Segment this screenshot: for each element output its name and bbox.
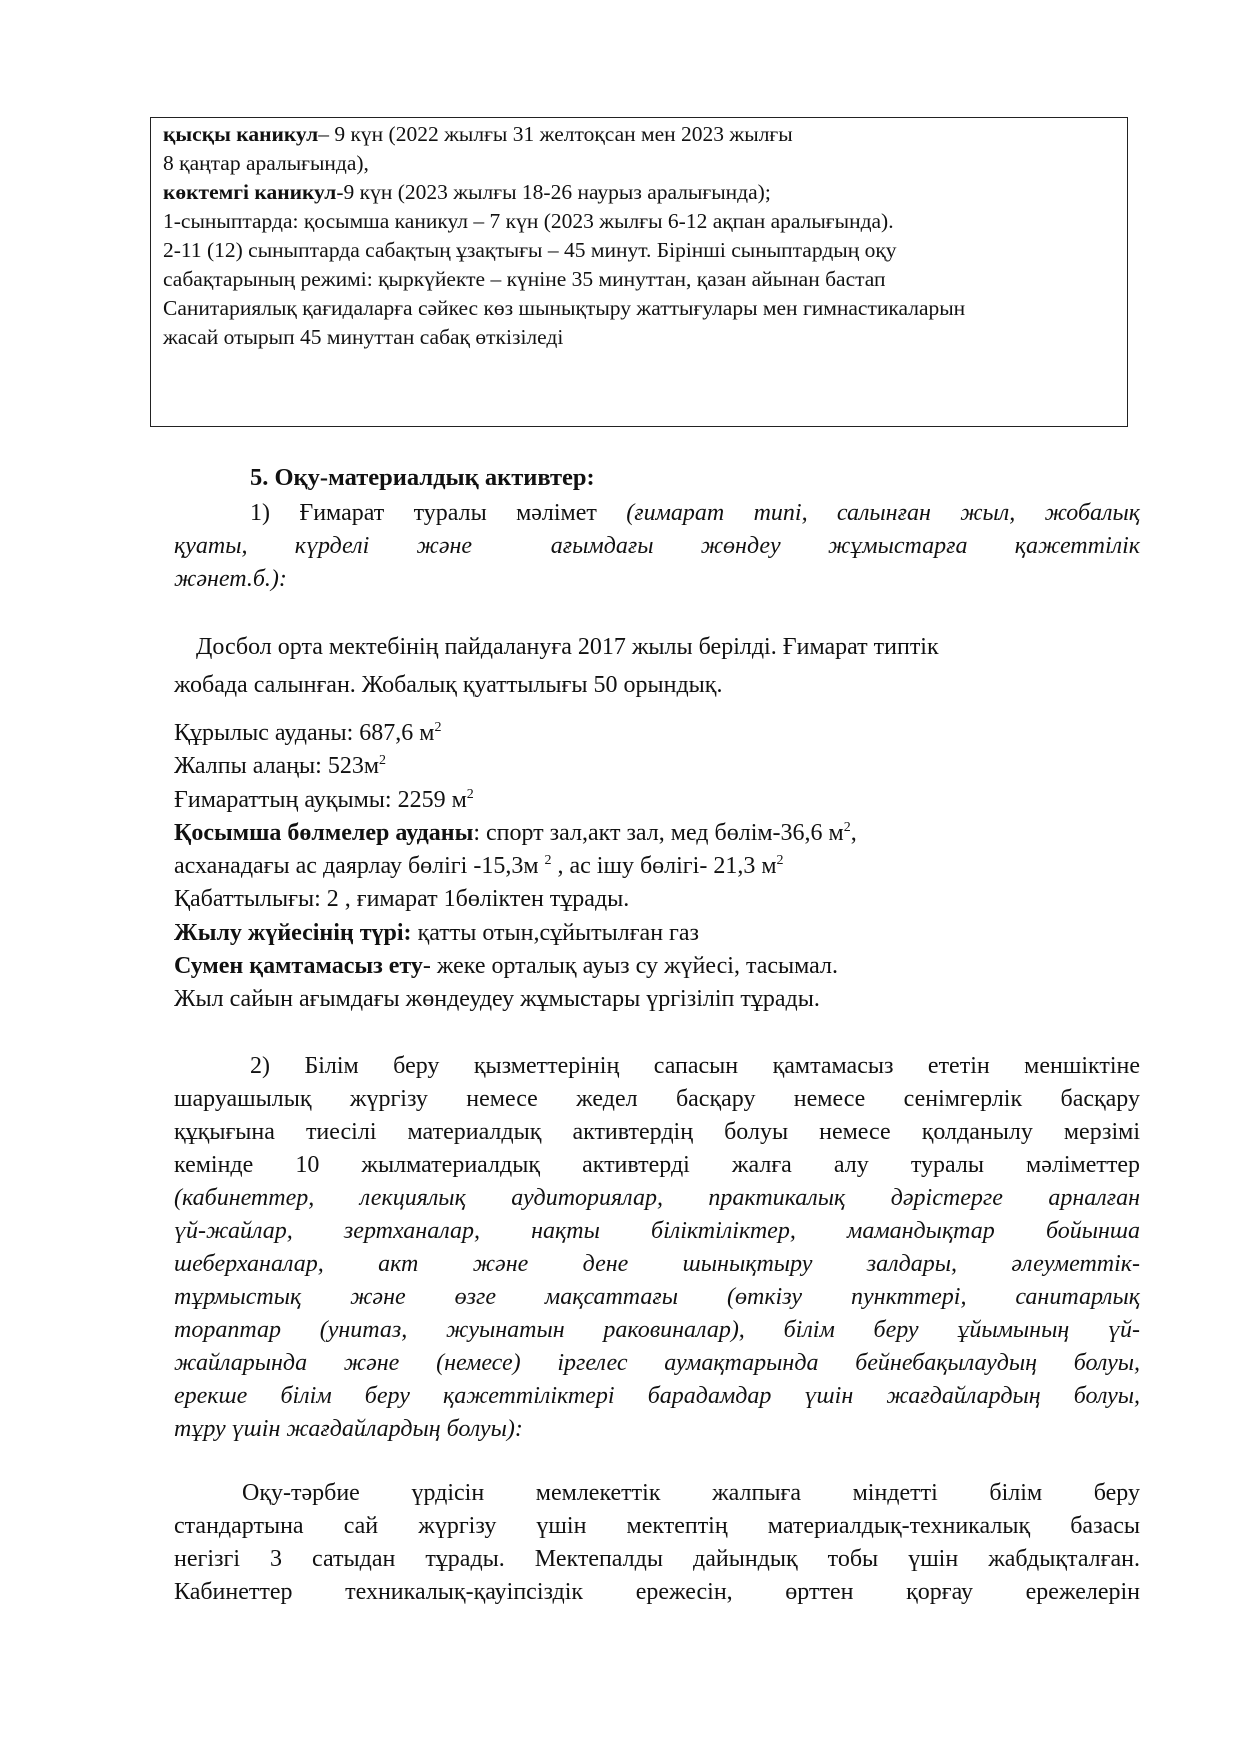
winter-vacation-label: қысқы каникул	[163, 122, 319, 146]
building-volume: Ғимараттың ауқымы: 2259 $м^2$	[174, 786, 474, 813]
spring-vacation-line: көктемгі каникул-9 күн (2023 жылғы 18-26 наурыз аралығында);	[163, 180, 771, 204]
extra-rooms-area: Қосымша бөлмелер ауданы: спорт зал,акт зал, мед бөлім-36,6 $м^2$,	[174, 819, 857, 846]
canteen-area: асханадағы ас даярлау бөлігі -15,3м $^2$ , ас ішу бөлігі- 21,3 $м^2$	[174, 853, 784, 880]
spring-vacation-label: көктемгі каникул	[163, 180, 337, 204]
building-info-intro: 1) Ғимарат туралы мәлімет (ғимарат типі, салынған жыл, жобалық қуаты, күрделі және ағымдағы жөндеу жұмыстарға қажеттілік жәнет.б.):	[174, 500, 1140, 592]
material-assets-paragraph: 2) Білім беру қызметтерінің сапасын қамтамасыз ететін меншіктіне шаруашылық жүргізу немесе жедел басқару немесе сенімгерлік басқару құқығына тиесілі материалдық активтердің болуы немесе қолданылу мерзімі кемінде 10 жылматериалдық активтерді жалға алу туралы мәліметтер (кабинеттер, лекциялық аудиториялар, практикалық дәрістерге арналған үй-жайлар, зертханалар, нақты біліктіліктер, мамандықтар бойынша шеберханалар, акт және дене шынықтыру залдары, әлеуметтік- тұрмыстық және өзге мақсаттағы (өткізу пункттері, санитарлық тораптар (унитаз, жуынатын раковиналар), білім беру ұйымының үй- жайларында және (немесе) іргелес аумақтарында бейнебақылаудың болуы, ерекше білім беру қажеттіліктері барадамдар үшін жағдайлардың болуы, тұру үшін жағдайлардың болуы):	[174, 1053, 1140, 1442]
section-heading: 5. Оқу-материалдық активтер:	[250, 464, 595, 491]
first-grade-vacation-line: 1-сыныптарда: қосымша каникул – 7 күн (2023 жылғы 6-12 ақпан аралығында).	[163, 209, 894, 233]
building-facts	[174, 717, 1140, 1017]
total-area: Жалпы алаңы: $523м^2$	[174, 753, 387, 780]
lesson-duration-line-1: 2-11 (12) сыныптарда сабақтың ұзақтығы – 45 минут. Бірінші сыныптардың оқу	[163, 238, 897, 262]
winter-vacation-line: қысқы каникул– 9 күн (2022 жылғы 31 желтоқсан мен 2023 жылғы	[163, 122, 793, 146]
school-commission-line-1: Досбол орта мектебінің пайдалануға 2017 жылы берілді. Ғимарат типтік	[196, 634, 939, 660]
vacation-info-box	[150, 117, 1128, 427]
floors: Қабаттылығы: 2 , ғимарат 1бөліктен тұрады.	[174, 886, 630, 913]
school-commission-line-2: жобада салынған. Жобалық қуаттылығы 50 орындық.	[174, 672, 723, 698]
annual-repair: Жыл сайын ағымдағы жөндеудеу жұмыстары үргізіліп тұрады.	[174, 986, 820, 1013]
winter-vacation-line-2: 8 қаңтар аралығында),	[163, 151, 369, 175]
water-supply: Сумен қамтамасыз ету- жеке орталық ауыз су жүйесі, тасымал.	[174, 953, 839, 980]
education-process-paragraph: Оқу-тәрбие үрдісін мемлекеттік жалпыға міндетті білім беру стандартына сай жүргізу үшін мектептің материалдық-техникалық базасы негізгі 3 сатыдан тұрады. Мектепалды дайындық тобы үшін жабдықталған. Кабинеттер техникалық-қауіпсіздік ережесін, өрттен қорғау ережелерін	[174, 1480, 1140, 1605]
lesson-duration-line-3: Санитариялық қағидаларға сәйкес көз шынықтыру жаттығулары мен гимнастикаларын	[163, 296, 966, 320]
lesson-duration-line-2: сабақтарының режимі: қыркүйекте – күніне 35 минуттан, қазан айынан бастап	[163, 267, 886, 291]
build-area: Құрылыс ауданы: 687,6 $м^2$	[174, 720, 442, 746]
heating-system: Жылу жүйесінің түрі: қатты отын,сұйытылған газ	[174, 919, 700, 946]
lesson-duration-line-4: жасай отырып 45 минуттан сабақ өткізіледі	[163, 325, 564, 349]
